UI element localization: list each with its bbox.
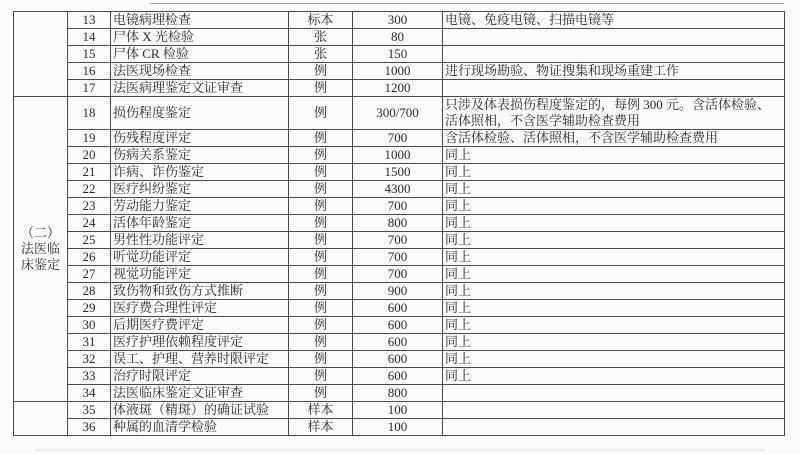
table-row [14, 300, 785, 317]
item-name-cell: 体液斑（精斑）的确证试验 [111, 402, 289, 419]
unit-cell: 例 [289, 266, 353, 283]
price-cell: 4300 [353, 181, 443, 198]
note-cell [443, 402, 785, 419]
row-number-cell: 25 [68, 232, 111, 249]
note-cell: 同上 [443, 300, 785, 317]
unit-cell: 例 [289, 249, 353, 266]
table-row [14, 97, 785, 130]
unit-cell: 例 [289, 368, 353, 385]
row-number-cell: 19 [68, 130, 111, 147]
unit-cell: 例 [289, 147, 353, 164]
price-cell: 300/700 [353, 97, 443, 130]
unit-cell: 例 [289, 198, 353, 215]
price-cell: 700 [353, 130, 443, 147]
cropped-row-border-line [150, 3, 784, 4]
price-cell: 800 [353, 385, 443, 402]
unit-cell: 例 [289, 63, 353, 80]
row-number-cell: 27 [68, 266, 111, 283]
item-name-cell: 法医现场检查 [111, 63, 289, 80]
row-number-cell: 29 [68, 300, 111, 317]
price-cell: 600 [353, 317, 443, 334]
unit-cell: 样本 [289, 402, 353, 419]
item-name-cell: 活体年龄鉴定 [111, 215, 289, 232]
table-row [14, 385, 785, 402]
table-row [14, 29, 785, 46]
item-name-cell: 法医临床鉴定文证审查 [111, 385, 289, 402]
note-cell: 电镜、免疫电镜、扫描电镜等 [443, 12, 785, 29]
unit-cell: 例 [289, 164, 353, 181]
item-name-cell: 男性性功能评定 [111, 232, 289, 249]
item-name-cell: 视觉功能评定 [111, 266, 289, 283]
table-row [14, 368, 785, 385]
row-number-cell: 13 [68, 12, 111, 29]
row-number-cell: 16 [68, 63, 111, 80]
table-row [14, 147, 785, 164]
note-cell: 同上 [443, 368, 785, 385]
price-cell: 700 [353, 232, 443, 249]
item-name-cell: 尸体 CR 检验 [111, 46, 289, 63]
table-row [14, 215, 785, 232]
item-name-cell: 种属的血清学检验 [111, 419, 289, 436]
table-row [14, 46, 785, 63]
note-cell: 同上 [443, 215, 785, 232]
note-cell: 含活体检验、活体照相，不含医学辅助检查费用 [443, 130, 785, 147]
item-name-cell: 听觉功能评定 [111, 249, 289, 266]
price-cell: 900 [353, 283, 443, 300]
row-number-cell: 21 [68, 164, 111, 181]
note-cell: 同上 [443, 351, 785, 368]
item-name-cell: 误工、护理、营养时限评定 [111, 351, 289, 368]
row-number-cell: 32 [68, 351, 111, 368]
row-number-cell: 30 [68, 317, 111, 334]
unit-cell: 例 [289, 283, 353, 300]
table-row [14, 181, 785, 198]
item-name-cell: 后期医疗费评定 [111, 317, 289, 334]
unit-cell: 例 [289, 300, 353, 317]
note-cell [443, 385, 785, 402]
item-name-cell: 法医病理鉴定文证审查 [111, 80, 289, 97]
item-name-cell: 医疗护理依赖程度评定 [111, 334, 289, 351]
item-name-cell: 劳动能力鉴定 [111, 198, 289, 215]
price-cell: 600 [353, 351, 443, 368]
table-row [14, 198, 785, 215]
table-row [14, 80, 785, 97]
table-row [14, 12, 785, 29]
price-cell: 700 [353, 198, 443, 215]
note-cell [443, 29, 785, 46]
unit-cell: 例 [289, 334, 353, 351]
note-cell [443, 46, 785, 63]
unit-cell: 例 [289, 385, 353, 402]
category-cell: （二） 法医临 床鉴定 [14, 97, 68, 402]
price-cell: 1000 [353, 63, 443, 80]
table-row [14, 130, 785, 147]
price-cell: 150 [353, 46, 443, 63]
table-row [14, 63, 785, 80]
row-number-cell: 20 [68, 147, 111, 164]
table-row [14, 334, 785, 351]
row-number-cell: 34 [68, 385, 111, 402]
note-cell: 同上 [443, 283, 785, 300]
table-row [14, 266, 785, 283]
table-row [14, 351, 785, 368]
category-cell [14, 402, 68, 436]
price-cell: 100 [353, 402, 443, 419]
item-name-cell: 医疗费合理性评定 [111, 300, 289, 317]
table-row [14, 232, 785, 249]
note-cell: 同上 [443, 334, 785, 351]
item-name-cell: 伤病关系鉴定 [111, 147, 289, 164]
item-name-cell: 致伤物和致伤方式推断 [111, 283, 289, 300]
unit-cell: 例 [289, 130, 353, 147]
note-cell: 同上 [443, 147, 785, 164]
item-name-cell: 诈病、诈伤鉴定 [111, 164, 289, 181]
table-row [14, 164, 785, 181]
price-cell: 600 [353, 300, 443, 317]
note-cell: 同上 [443, 164, 785, 181]
item-name-cell: 电镜病理检查 [111, 12, 289, 29]
note-cell: 进行现场勘验、物证搜集和现场重建工作 [443, 63, 785, 80]
row-number-cell: 18 [68, 97, 111, 130]
price-cell: 1000 [353, 147, 443, 164]
row-number-cell: 24 [68, 215, 111, 232]
scan-artifact [35, 449, 765, 451]
table-row [14, 317, 785, 334]
unit-cell: 例 [289, 97, 353, 130]
note-cell: 同上 [443, 266, 785, 283]
row-number-cell: 22 [68, 181, 111, 198]
unit-cell: 例 [289, 317, 353, 334]
price-cell: 300 [353, 12, 443, 29]
row-number-cell: 26 [68, 249, 111, 266]
row-number-cell: 15 [68, 46, 111, 63]
unit-cell: 例 [289, 351, 353, 368]
table-row [14, 249, 785, 266]
item-name-cell: 医疗纠纷鉴定 [111, 181, 289, 198]
note-cell: 同上 [443, 249, 785, 266]
price-cell: 600 [353, 334, 443, 351]
note-cell [443, 419, 785, 436]
unit-cell: 例 [289, 80, 353, 97]
category-cell [14, 12, 68, 97]
item-name-cell: 伤残程度评定 [111, 130, 289, 147]
note-cell: 同上 [443, 181, 785, 198]
unit-cell: 例 [289, 181, 353, 198]
note-cell: 同上 [443, 232, 785, 249]
row-number-cell: 28 [68, 283, 111, 300]
unit-cell: 样本 [289, 419, 353, 436]
unit-cell: 张 [289, 46, 353, 63]
price-cell: 700 [353, 266, 443, 283]
table-row [14, 419, 785, 436]
fee-table-body [14, 12, 785, 436]
price-cell: 100 [353, 419, 443, 436]
row-number-cell: 14 [68, 29, 111, 46]
price-cell: 80 [353, 29, 443, 46]
unit-cell: 张 [289, 29, 353, 46]
note-cell: 只涉及体表损伤程度鉴定的，每例 300 元。含活体检验、活体照相，不含医学辅助检查费用 [443, 97, 785, 130]
row-number-cell: 36 [68, 419, 111, 436]
note-cell [443, 80, 785, 97]
table-row [14, 283, 785, 300]
price-cell: 1200 [353, 80, 443, 97]
unit-cell: 例 [289, 232, 353, 249]
item-name-cell: 损伤程度鉴定 [111, 97, 289, 130]
forensic-fee-table [13, 11, 785, 436]
row-number-cell: 35 [68, 402, 111, 419]
unit-cell: 标本 [289, 12, 353, 29]
note-cell: 同上 [443, 198, 785, 215]
row-number-cell: 33 [68, 368, 111, 385]
row-number-cell: 31 [68, 334, 111, 351]
row-number-cell: 23 [68, 198, 111, 215]
price-cell: 1500 [353, 164, 443, 181]
item-name-cell: 治疗时限评定 [111, 368, 289, 385]
note-cell: 同上 [443, 317, 785, 334]
row-number-cell: 17 [68, 80, 111, 97]
price-cell: 700 [353, 249, 443, 266]
price-cell: 600 [353, 368, 443, 385]
unit-cell: 例 [289, 215, 353, 232]
item-name-cell: 尸体 X 光检验 [111, 29, 289, 46]
table-row [14, 402, 785, 419]
price-cell: 800 [353, 215, 443, 232]
